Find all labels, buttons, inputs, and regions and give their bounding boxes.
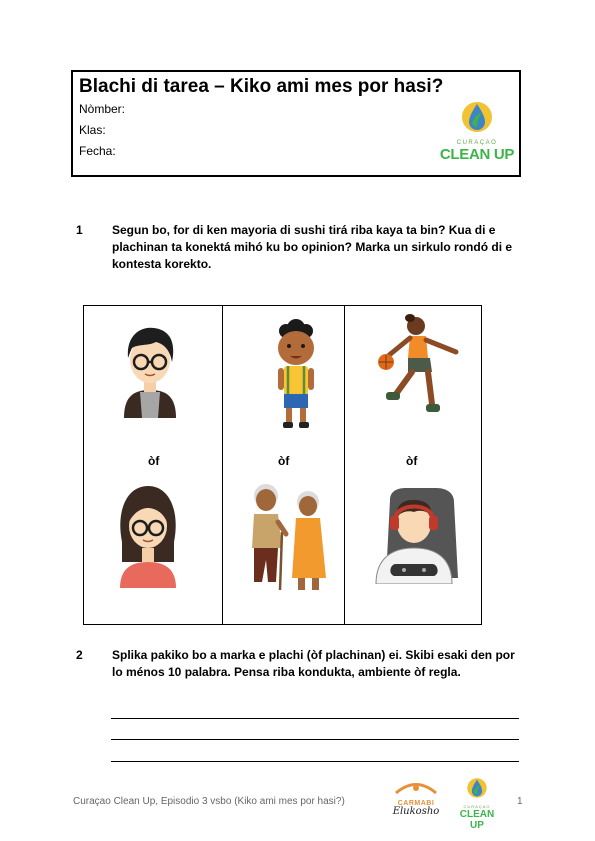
grid-divider (222, 306, 223, 624)
footer-text: Curaçao Clean Up, Episodio 3 vsbo (Kiko ami mes por hasi?) (73, 796, 345, 807)
carmabi-logo (385, 780, 447, 820)
curacao-clean-up-logo (439, 100, 515, 166)
picture-gamer[interactable] (366, 488, 466, 589)
image-grid (83, 305, 482, 625)
picture-young-woman[interactable] (112, 482, 184, 593)
footer-logo-cleanup-text: CLEAN UP (459, 809, 495, 831)
question-2-number: 2 (76, 648, 83, 662)
footer-clean-up-drop-icon (466, 777, 488, 799)
footer-logo-curacao-text: CURAÇAO (463, 804, 491, 809)
picture-basketball-girl[interactable] (374, 312, 470, 421)
grid-divider (344, 306, 345, 624)
logo-curacao-text: CURAÇAO (456, 140, 498, 146)
elderly-couple-icon (236, 482, 336, 596)
header-box (71, 70, 521, 177)
question-2-line: Splika pakiko bo a marka e plachi (òf plachinan) ei. Skibi esaki den por (112, 648, 515, 662)
class-field-label: Klas: (79, 123, 106, 137)
question-1-line: plachinan ta konektá mihó ku bo opinion? Marka un sirkulo rondó di e (112, 240, 513, 254)
picture-boy[interactable] (266, 316, 326, 437)
answer-line[interactable] (111, 718, 519, 719)
carmabi-arc-icon (394, 780, 438, 794)
boy-with-suspenders-icon (266, 316, 326, 432)
or-label: òf (278, 454, 290, 468)
question-1-number: 1 (76, 223, 83, 237)
picture-young-man[interactable] (114, 322, 186, 423)
carmabi-script: Elukosho (392, 806, 440, 817)
young-woman-with-glasses-icon (112, 482, 184, 588)
picture-elderly-couple[interactable] (236, 482, 336, 601)
girl-playing-basketball-icon (374, 312, 470, 416)
answer-line[interactable] (111, 761, 519, 762)
question-2-text (112, 647, 515, 681)
question-1-line: Segun bo, for di ken mayoria di sushi tirá riba kaya ta bin? Kua di e (112, 223, 496, 237)
footer-clean-up-logo (452, 777, 502, 831)
clean-up-drop-icon (460, 100, 494, 134)
question-1-text (112, 222, 512, 273)
worksheet-title: Blachi di tarea – Kiko ami mes por hasi? (79, 76, 444, 97)
question-2-line: lo ménos 10 palabra. Pensa riba kondukta, ambiente òf regla. (112, 665, 461, 679)
gamer-with-headphones-icon (366, 488, 466, 584)
answer-line[interactable] (111, 739, 519, 740)
date-field-label: Fecha: (79, 144, 116, 158)
or-label: òf (148, 454, 160, 468)
or-label: òf (406, 454, 418, 468)
page-number: 1 (517, 796, 523, 807)
carmabi-name: CARMABI (397, 800, 435, 807)
question-1-line: kontesta korekto. (112, 257, 212, 271)
logo-cleanup-text: CLEAN UP (439, 146, 515, 163)
name-field-label: Nòmber: (79, 102, 126, 116)
young-man-with-glasses-icon (114, 322, 186, 418)
